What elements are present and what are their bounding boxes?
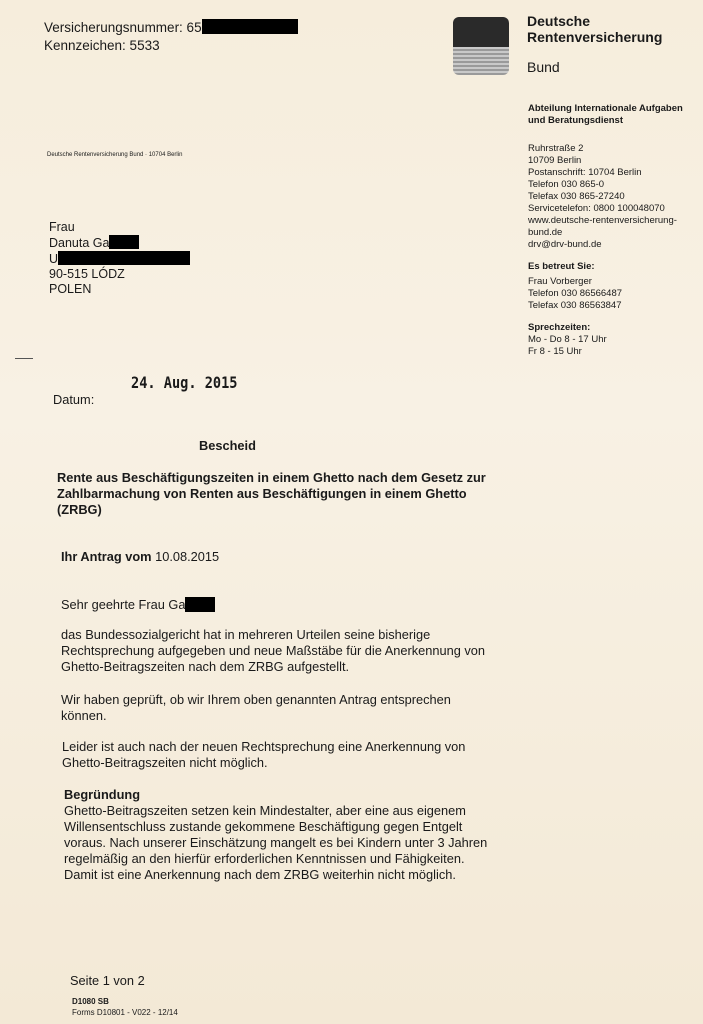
- insurance-number: [44, 19, 298, 37]
- page-number: Seite 1 von 2: [70, 973, 145, 988]
- contact-line: Frau Vorberger: [528, 276, 592, 287]
- fold-mark: [15, 358, 33, 359]
- sidebar-info: [528, 103, 700, 358]
- address-line: 10709 Berlin: [528, 155, 582, 166]
- insurance-number-label: Versicherungsnummer: 65: [44, 20, 202, 35]
- plate-number: Kennzeichen: 5533: [44, 38, 160, 53]
- redaction-bar: [109, 235, 139, 249]
- reason-line: Damit ist eine Anerkennung nach dem ZRBG weiterhin nicht möglich.: [64, 867, 456, 882]
- address-line: Telefax 030 865-27240: [528, 191, 625, 202]
- paragraph-3: [62, 739, 522, 771]
- paragraph-line: Leider ist auch nach der neuen Rechtsprechung eine Anerkennung von: [62, 739, 466, 754]
- hours-line: Mo - Do 8 - 17 Uhr: [528, 334, 607, 345]
- paragraph-line: Rechtsprechung aufgegeben und neue Maßstäbe für die Anerkennung von: [61, 643, 486, 658]
- recipient-address: [49, 220, 190, 297]
- address-line: Ruhrstraße 2: [528, 143, 584, 154]
- hours-heading: Sprechzeiten:: [528, 322, 591, 333]
- date-label: Datum:: [53, 392, 95, 407]
- application-reference: [61, 549, 219, 565]
- address-line: Telefon 030 865-0: [528, 179, 605, 190]
- form-code: D1080 SB: [72, 997, 109, 1006]
- reason-line: voraus. Nach unserer Einschätzung mangelt es bei Kindern unter 3 Jahren: [64, 835, 488, 850]
- paragraph-line: Ghetto-Beitragszeiten nach dem ZRBG aufgestellt.: [61, 659, 350, 674]
- reason-line: regelmäßig an den hierfür erforderlichen Kenntnissen und Fähigkeiten.: [64, 851, 465, 866]
- date-stamp: 24. Aug. 2015: [131, 373, 238, 392]
- reason-section: [64, 787, 534, 883]
- redaction-bar: [58, 251, 190, 265]
- recipient-street: [49, 251, 190, 267]
- application-reference-label: Ihr Antrag vom: [61, 549, 156, 564]
- paragraph-2: [61, 692, 521, 724]
- recipient-name: [49, 235, 190, 251]
- address-line: drv@drv-bund.de: [528, 239, 602, 250]
- letter-subject: [57, 470, 517, 518]
- paragraph-1: [61, 627, 521, 675]
- address-line: Postanschrift: 10704 Berlin: [528, 167, 642, 178]
- form-reference: Forms D10801 - V022 - 12/14: [72, 1008, 178, 1017]
- drv-logo-icon: [453, 17, 509, 75]
- address-line: Servicetelefon: 0800 100048070: [528, 203, 665, 214]
- department-line1: Abteilung Internationale Aufgaben: [528, 103, 683, 114]
- greeting: [61, 597, 215, 613]
- recipient-salutation: Frau: [49, 220, 75, 234]
- org-name-line3: Bund: [527, 59, 560, 75]
- sender-line: Deutsche Rentenversicherung Bund · 10704 Berlin: [47, 152, 183, 158]
- reason-heading: Begründung: [64, 787, 141, 802]
- org-name-line2: Rentenversicherung: [527, 29, 663, 45]
- address-line: bund.de: [528, 227, 563, 238]
- recipient-city: 90-515 LÓDZ: [49, 267, 125, 281]
- subject-line: Zahlbarmachung von Renten aus Beschäftigungen in einem Ghetto: [57, 486, 467, 501]
- paragraph-line: das Bundessozialgericht hat in mehreren Urteilen seine bisherige: [61, 627, 431, 642]
- contact-heading: Es betreut Sie:: [528, 261, 595, 272]
- paragraph-line: können.: [61, 708, 107, 723]
- recipient-country: POLEN: [49, 282, 92, 296]
- letter-title: Bescheid: [199, 438, 256, 453]
- department-line2: und Beratungsdienst: [528, 115, 624, 126]
- recipient-street-text: U: [49, 252, 59, 266]
- greeting-text: Sehr geehrte Frau Ga: [61, 597, 186, 612]
- recipient-name-text: Danuta Ga: [49, 236, 110, 250]
- reason-line: Willensentschluss zustande gekommene Beschäftigung gegen Entgelt: [64, 819, 463, 834]
- address-line: www.deutsche-rentenversicherung-: [528, 215, 677, 226]
- org-name-line1: Deutsche: [527, 13, 591, 29]
- paragraph-line: Ghetto-Beitragszeiten nicht möglich.: [62, 755, 268, 770]
- application-reference-date: 10.08.2015: [155, 549, 220, 564]
- contact-line: Telefax 030 86563847: [528, 300, 622, 311]
- contact-line: Telefon 030 86566487: [528, 288, 623, 299]
- paragraph-line: Wir haben geprüft, ob wir Ihrem oben genannten Antrag entsprechen: [61, 692, 451, 707]
- subject-line: Rente aus Beschäftigungszeiten in einem Ghetto nach dem Gesetz zur: [57, 470, 486, 485]
- hours-line: Fr 8 - 15 Uhr: [528, 346, 582, 357]
- reason-line: Ghetto-Beitragszeiten setzen kein Mindestalter, aber eine aus eigenem: [64, 803, 466, 818]
- redaction-bar: [185, 597, 215, 612]
- subject-line: (ZRBG): [57, 502, 102, 517]
- redaction-bar: [202, 19, 298, 34]
